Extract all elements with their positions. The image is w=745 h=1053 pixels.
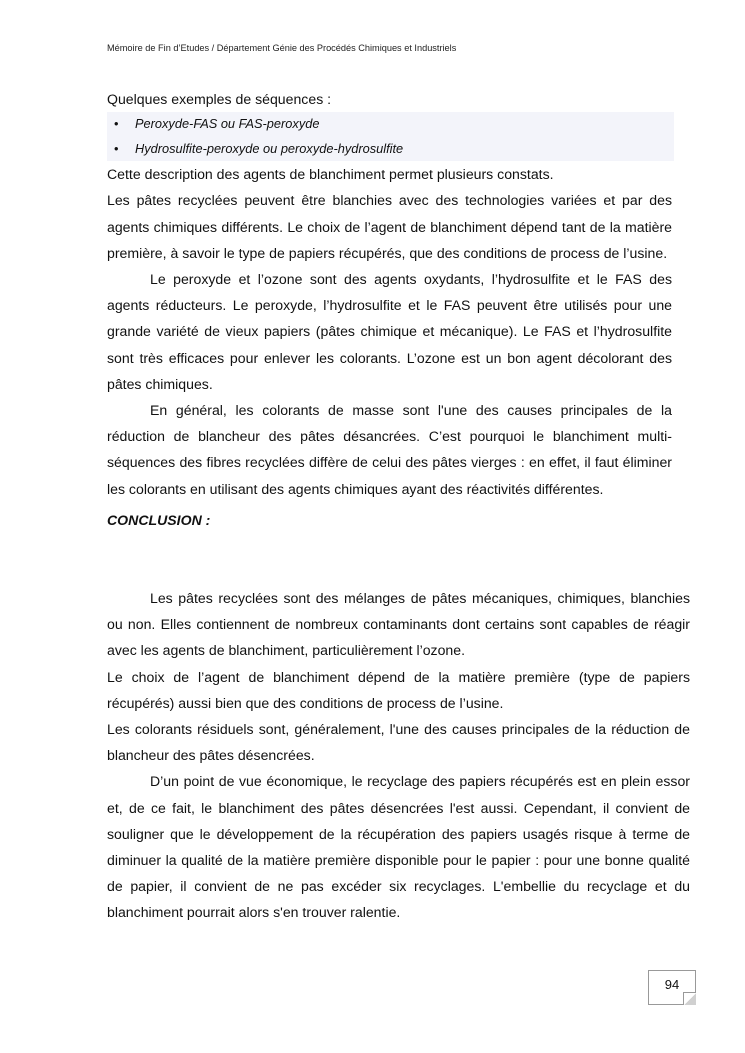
conclusion-paragraph-economic: D’un point de vue économique, le recyclage des papiers récupérés est en plein essor et, de ce fait, le blanchiment des pâtes désencrées l'est aussi. Cependant, il convient de souligner que le développement de la récupération des papiers usagés risque à terme de diminuer la qualité de la matière première disponible pour le papier : pour une bonne qualité de papier, il convient de ne pas excéder six recyclages. L'embellie du recyclage et du blanchiment pourrait alors s'en trouver ralentie. xyxy=(107,773,690,921)
running-header: Mémoire de Fin d’Etudes / Département Génie des Procédés Chimiques et Industriels xyxy=(107,43,457,53)
paragraph-agents: Le peroxyde et l’ozone sont des agents oxydants, l’hydrosulfite et le FAS des agents réducteurs. Le peroxyde, l’hydrosulfite et le FAS peuvent être utilisés pour une grande variété de vieux papiers (pâtes chimique et mécanique). Le FAS et l’hydrosulfite sont très efficaces pour enlever les colorants. L’ozone est un bon agent décolorant des pâtes chimiques. xyxy=(107,271,672,392)
page-number-box xyxy=(648,970,696,1005)
paragraph-recycled-pulps: Les pâtes recyclées peuvent être blanchies avec des technologies variées et par des agents chimiques différents. Le choix de l’agent de blanchiment dépend tant de la matière première, à savoir le type de papiers récupérés, que des conditions de process de l’usine. xyxy=(107,192,672,261)
list-item xyxy=(107,137,674,162)
conclusion-content xyxy=(107,585,690,926)
list-item-text: Hydrosulfite-peroxyde ou peroxyde-hydrosulfite xyxy=(135,140,404,156)
page-curl-icon xyxy=(683,992,696,1005)
list-item-text: Peroxyde-FAS ou FAS-peroxyde xyxy=(135,116,320,132)
conclusion-paragraph-choice: Le choix de l’agent de blanchiment dépend de la matière première (type de papiers récupérés) aussi bien que des conditions de process de l’usine. xyxy=(107,668,690,711)
sequence-list xyxy=(107,112,674,161)
bullet-icon: • xyxy=(114,116,119,132)
conclusion-heading: CONCLUSION : xyxy=(107,511,211,528)
conclusion-paragraph-residual: Les colorants résiduels sont, généralement, l'une des causes principales de la réduction de blancheur des pâtes désencrées. xyxy=(107,721,690,764)
main-content xyxy=(107,86,672,535)
conclusion-paragraph-mixtures: Les pâtes recyclées sont des mélanges de pâtes mécaniques, chimiques, blanchies ou non. Elles contiennent de nombreux contaminants dont certains sont capables de réagir avec les agents de blanchiment, particulièrement l’ozone. xyxy=(107,590,690,659)
sequences-lead: Quelques exemples de séquences : xyxy=(107,91,332,107)
page-number: 94 xyxy=(664,977,680,992)
paragraph-colorants: En général, les colorants de masse sont l'une des causes principales de la réduction de blancheur des pâtes désancrées. C’est pourquoi le blanchiment multi-séquences des fibres recyclées diffère de celui des pâtes vierges : en effet, il faut éliminer les colorants en utilisant des agents chimiques ayant des réactivités différentes. xyxy=(107,402,672,497)
list-item xyxy=(107,112,674,137)
paragraph-constats: Cette description des agents de blanchiment permet plusieurs constats. xyxy=(107,166,554,183)
bullet-icon: • xyxy=(114,140,119,156)
